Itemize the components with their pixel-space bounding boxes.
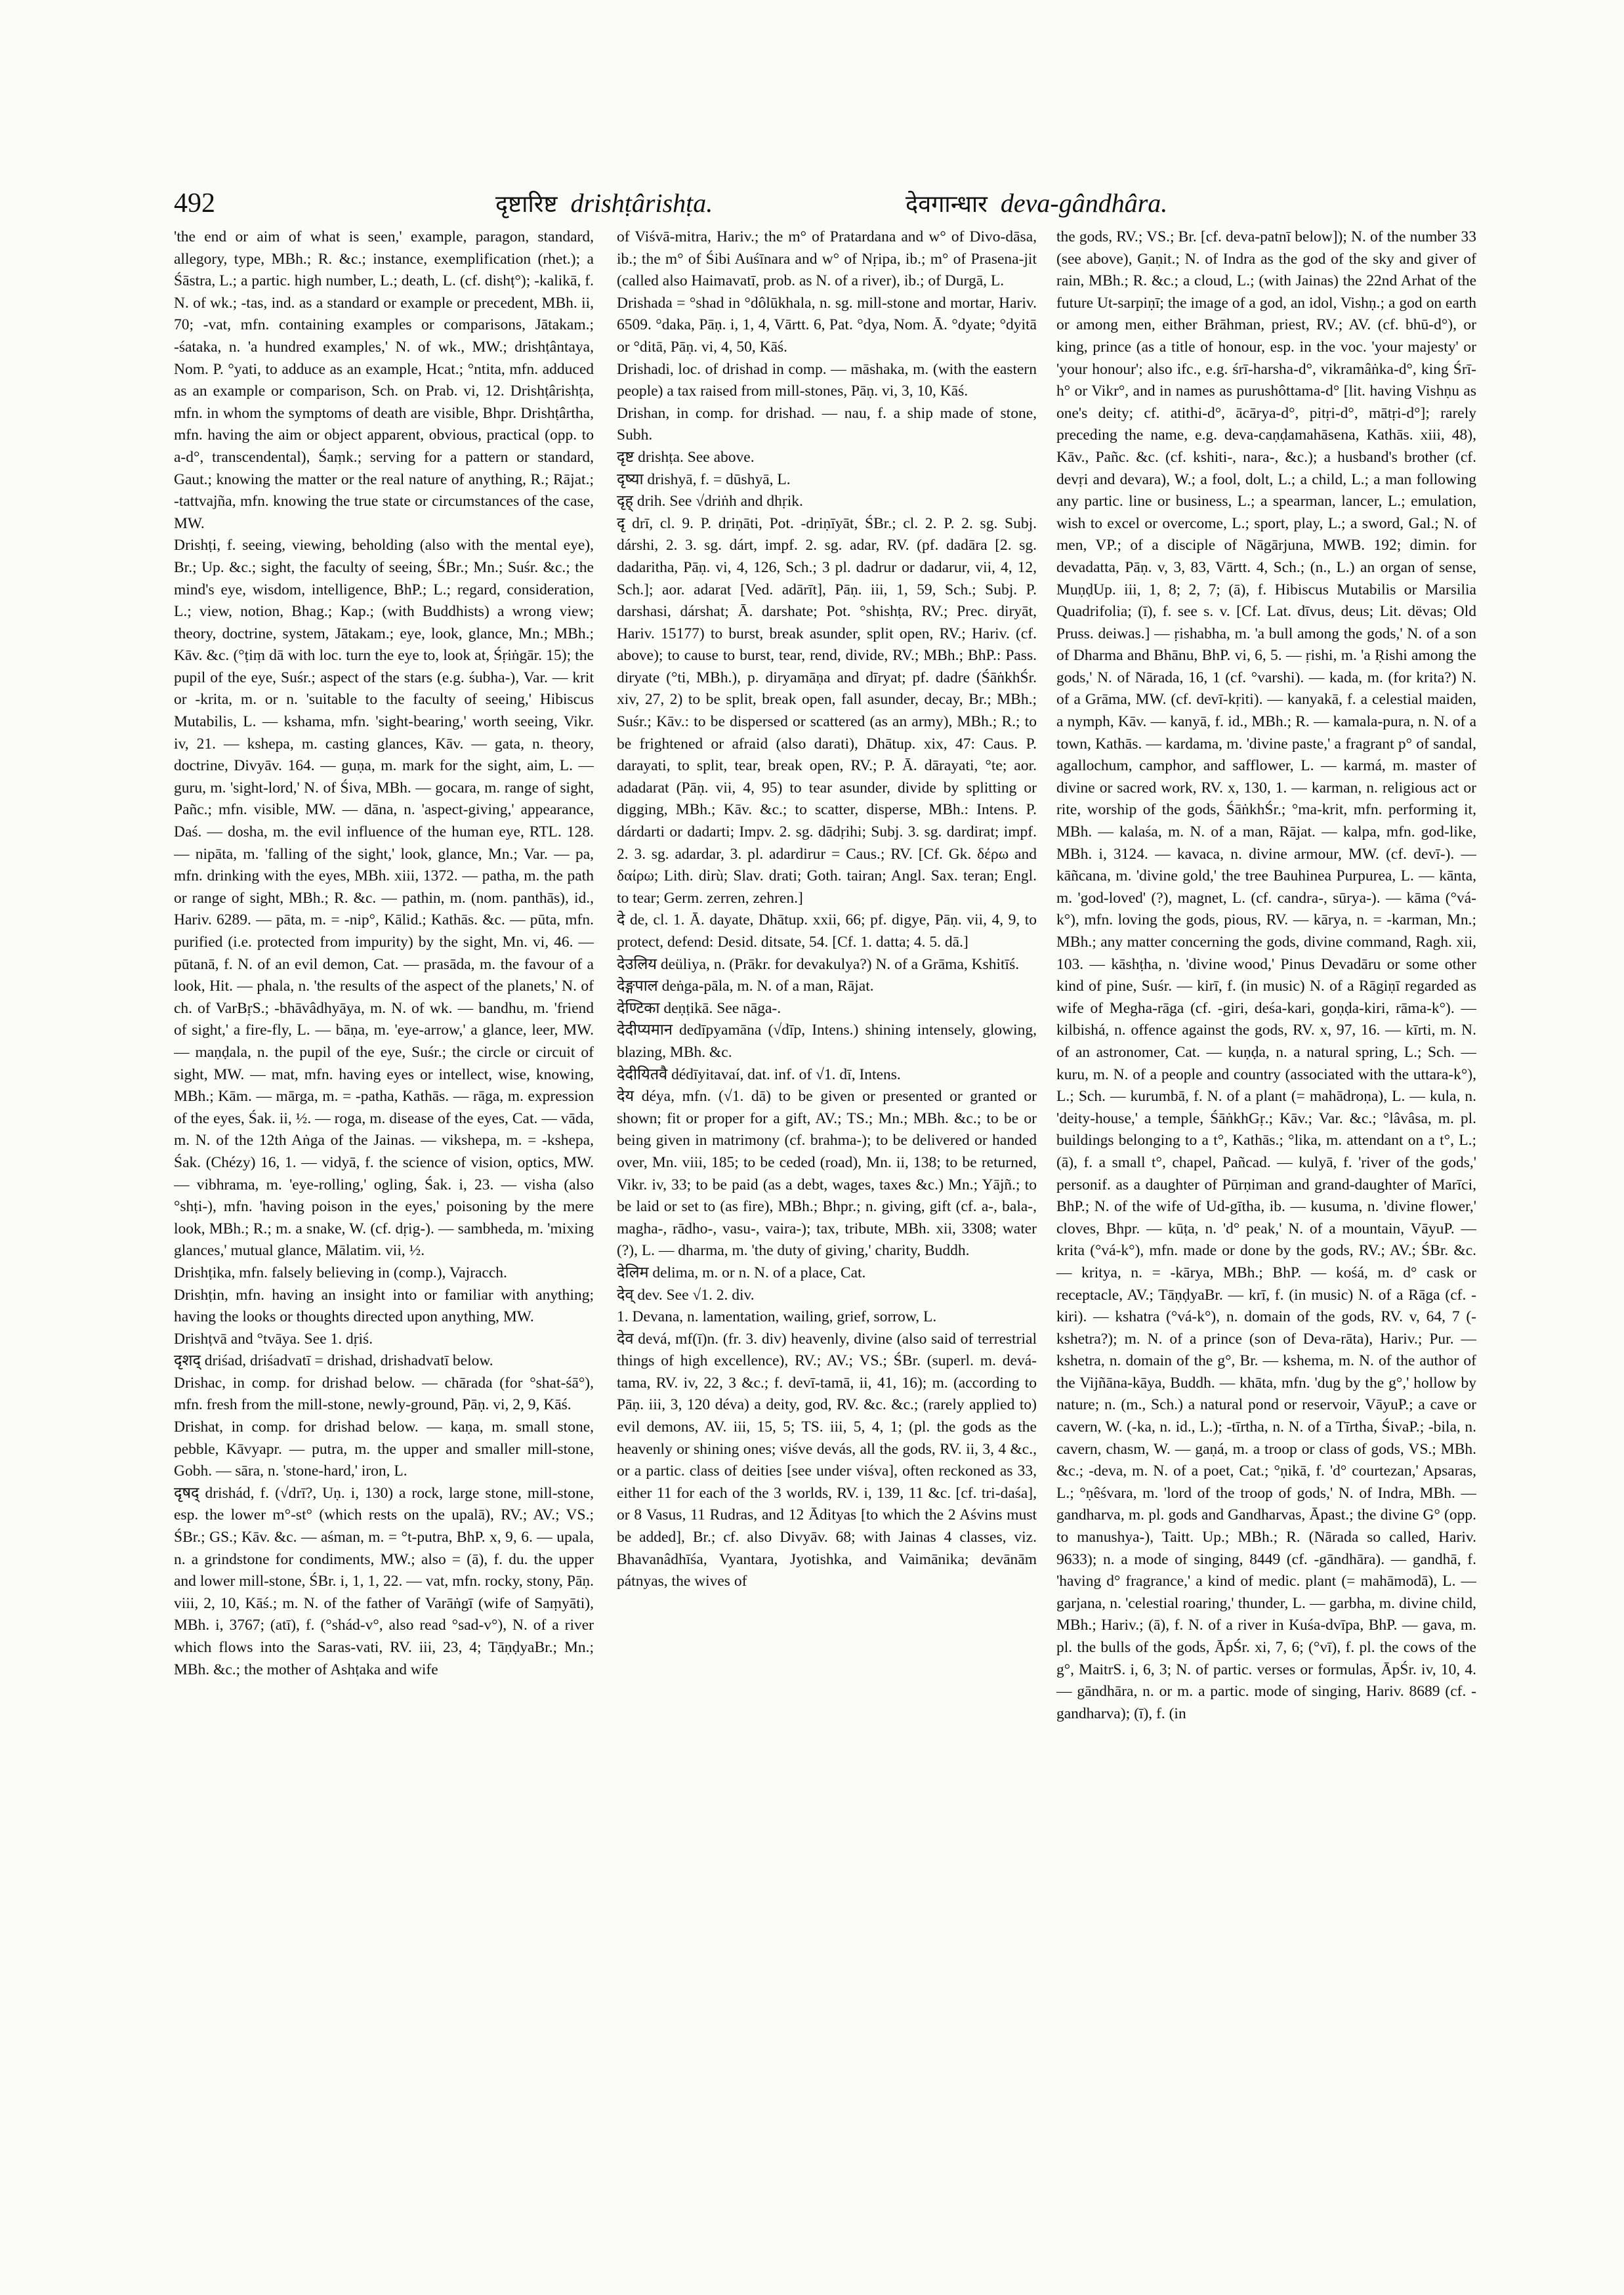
dictionary-entry: दृष्या drishyā, f. = dūshyā, L. [617,470,791,488]
column-3 [1056,226,1476,2260]
dictionary-entry: देलिम delima, m. or n. N. of a place, Cat. [617,1264,866,1281]
dictionary-entry: Drishan, in comp. for drishad. — nau, f. a ship made of stone, Subh. [617,404,1037,444]
dictionary-entry: Drishat, in comp. for drishad below. — kaṇa, m. small stone, pebble, Kāvyapr. — putra, m. the upper and smaller mill-stone, Gobh. — sāra, n. 'stone-hard,' iron, L. [174,1418,594,1480]
dictionary-entry: दृष्ट drishṭa. See above. [617,448,755,466]
dictionary-entry: देव devá, mf(ī)n. (fr. 3. div) heavenly, divine (also said of terrestrial things of high excellence), RV.; AV.; VS.; ŚBr. (superl. m. devá-tama, RV. iv, 22, 3 &c.; f. devī-tamā, ii, 41, 16); m. (according to Pāṇ. iii, 3, 120 déva) a deity, god, RV. &c. &c.; (rarely applied to) evil demons, AV. iii, 15, 5; TS. iii, 5, 4, 1; (pl. the gods as the heavenly or shining ones; viśve devás, all the gods, RV. ii, 3, 4 &c., or a partic. class of deities [see under viśva], often reckoned as 33, either 11 for each of the 3 worlds, RV. i, 139, 11 &c. [cf. tri-daśa], or 8 Vasus, 11 Rudras, and 12 Ādityas [to which the 2 Aśvins must be added], Br.; cf. also Divyāv. 68; with Jainas 4 classes, viz. Bhavanâdhīśa, Vyantara, Jyotishka, and Vaimānika; devānām pátnyas, the wives of [617,1330,1037,1590]
dictionary-entry: 1. Devana, n. lamentation, wailing, grief, sorrow, L. [617,1308,937,1326]
dictionary-entry: Drishac, in comp. for drishad below. — chārada (for °shat-śā°), mfn. fresh from the mill-stone, newly-ground, Pāṇ. vi, 2, 9, Kāś. [174,1374,594,1414]
column-1 [174,226,594,2260]
dictionary-entry: दृह् drih. See √driṅh and dhṛik. [617,493,803,510]
left-guide-word-roman: drishṭârishṭa. [570,188,713,218]
dictionary-entry: the gods, RV.; VS.; Br. [cf. deva-patnī below]); N. of the number 33 (see above), Gaṇit.; N. of Indra as the god of the sky and giver of rain, MBh.; R. &c.; a cloud, L.; (with Jainas) the 22nd Arhat of the future Ut-sarpiṇī; the image of a god, an idol, Vishṇ.; a god on earth or among men, either Brāhman, priest, RV.; AV. (cf. bhū-d°), or king, prince (as a title of honour, esp. in the voc. 'your majesty' or 'your honour'; also ifc., e.g. śrī-harsha-d°, vikramâṅka-d°, king Śrī-h° or Vikr°, and in names as purushôttama-d° [lit. having Vishṇu as one's deity; cf. atithi-d°, ācārya-d°, pitṛi-d°, mātṛi-d°]; rarely preceding the name, e.g. deva-caṇḍamahāsena, Kathās. xiii, 48), Kāv., Pañc. &c. (cf. kshiti-, nara-, &c.); a husband's brother (cf. devṛi and devara), W.; a fool, dolt, L.; a child, L.; a man following any partic. line or business, L.; a spearman, lancer, L.; emulation, wish to excel or overcome, L.; sport, play, L.; a sword, Gal.; N. of men, VP.; of a disciple of Nāgārjuna, MWB. 192; dimin. for devadatta, Pāṇ. v, 3, 83, Vārtt. 4, Sch.; (n., L.) an organ of sense, MuṇḍUp. iii, 1, 8; 2, 7; (ā), f. Hibiscus Mutabilis or Marsilia Quadrifolia; (ī), f. see s. v. [Cf. Lat. dīvus, deus; Lit. dëvas; Old Pruss. deiwas.] — ṛishabha, m. 'a bull among the gods,' N. of a son of Dharma and Bhānu, BhP. vi, 6, 5. — ṛishi, m. 'a Ṛishi among the gods,' N. of Nārada, 16, 1 (cf. °varshi). — kada, m. (for krita?) N. of a Grāma, MW. (cf. devī-kṛiti). — kanyakā, f. a celestial maiden, a nymph, Kāv. — kanyā, f. id., MBh.; R. — kamala-pura, n. N. of a town, Kathās. — kardama, m. 'divine paste,' a fragrant p° of sandal, agallochum, camphor, and safflower, L. — karmá, m. master of divine or sacred work, RV. x, 130, 1. — karman, n. religious act or rite, worship of the gods, ŚāṅkhŚr.; °ma-krit, mfn. performing it, MBh. — kalaśa, m. N. of a man, Rājat. — kalpa, mfn. god-like, MBh. i, 3124. — kavaca, n. divine armour, MW. (cf. devī-). — kāñcana, m. 'divine gold,' the tree Bauhinea Purpurea, L. — kānta, m. 'god-loved' (?), magnet, L. (cf. candra-, sūrya-). — kāma (°vá-k°), mfn. loving the gods, pious, RV. — kārya, n. = -karman, Mn.; MBh.; any matter concerning the gods, divine command, Ragh. xii, 103. — kāshṭha, n. 'divine wood,' Pinus Devadāru or some other kind of pine, Suśr. — kirī, f. (in music) N. of a Rāgiṇī regarded as wife of Megha-rāga (cf. -giri, deśa-kari, goṇḍa-kiri, rāma-k°). — kilbishá, n. offence against the gods, RV. x, 97, 16. — kīrti, m. N. of an astronomer, Cat. — kuṇḍa, n. a natural spring, L.; Sch. — kuru, m. N. of a people and country (associated with the uttara-k°), L.; Sch. — kurumbā, f. N. of a plant (= mahādroṇa), L. — kula, n. 'deity-house,' a temple, ŚāṅkhGṛ.; Kāv.; Var. &c.; °lâvâsa, m. pl. buildings belonging to a t°, Kathās.; °lika, m. attendant on a t°, L.; (ā), f. a small t°, chapel, Pañcad. — kulyā, f. 'river of the gods,' personif. as a daughter of Pūrṇiman and grand-daughter of Marīci, BhP.; N. of the wife of Ud-gītha, ib. — kusuma, n. 'divine flower,' cloves, Bhpr. — kūṭa, n. 'd° peak,' N. of a mountain, VāyuP. — krita (°vá-k°), mfn. made or done by the gods, RV.; AV.; ŚBr. &c. — kritya, n. = -kārya, MBh.; BhP. — kośá, m. d° cask or receptacle, AV.; TāṇḍyaBr. — krī, f. (in music) N. of a Rāga (cf. -kiri). — kshatra (°vá-k°), n. domain of the gods, RV. v, 64, 7 (-kshetra?); m. N. of a prince (son of Deva-rāta), Hariv.; Pur. — kshetra, n. domain of the g°, Br. — kshema, m. N. of the author of the Vijñāna-kāya, Buddh. — khāta, mfn. 'dug by the g°,' hollow by nature; n. (m., Sch.) a natural pond or reservoir, VāyuP.; a cave or cavern, W. (-ka, n. id., L.); -tīrtha, n. N. of a Tīrtha, ŚivaP.; -bila, n. cavern, chasm, W. — gaṇá, m. a troop or class of gods, VS.; MBh. &c.; -deva, m. N. of a poet, Cat.; °ṇikā, f. 'd° courtezan,' Apsaras, L.; °ṇêśvara, m. 'lord of the troop of gods,' N. of Indra, MBh. — gandharva, m. pl. gods and Gandharvas, Āpast.; the divine G° (opp. to manushya-), Taitt. Up.; MBh.; R. (Nārada so called, Hariv. 9633); n. a mode of singing, 8449 (cf. -gāndhāra). — gandhā, f. 'having d° fragrance,' a kind of medic. plant (= mahāmodā), L. — garjana, n. 'celestial roaring,' thunder, L. — garbha, m. divine child, MBh.; Hariv.; (ā), f. N. of a river in Kuśa-dvīpa, BhP. — gava, m. pl. the bulls of the gods, ĀpŚr. xi, 7, 6; (°vī), f. pl. the cows of the g°, MaitrS. i, 6, 3; N. of partic. verses or formulas, ĀpŚr. iv, 10, 4. — gāndhāra, n. or m. a partic. mode of singing, Hariv. 8689 (cf. -gandharva); (ī), f. (in [1056,228,1476,1722]
left-guide-word-devanagari: दृष्टारिष्ट [495,191,558,218]
running-header [174,184,1460,223]
dictionary-entry: देदीप्यमान dedīpyamāna (√dīp, Intens.) shining intensely, glowing, blazing, MBh. &c. [617,1022,1037,1061]
dictionary-entry: देय déya, mfn. (√1. dā) to be given or presented or granted or shown; fit or proper for a gift, AV.; TS.; Mn.; MBh. &c.; to be or being given in matrimony (cf. brahma-); to be delivered or handed over, Mn. viii, 185; to be ceded (road), Mn. ii, 138; to be returned, Vikr. iv, 33; to be paid (as a debt, wages, taxes &c.) Mn.; Yājñ.; to be laid or set to (as fire), MBh.; Bhpr.; n. giving, gift (cf. a-, bala-, magha-, rādho-, vasu-, vaira-); tax, tribute, MBh. xii, 3308; water (?), L. — dharma, m. 'the duty of giving,' charity, Buddh. [617,1088,1037,1260]
page-number: 492 [174,188,215,218]
dictionary-entry: 'the end or aim of what is seen,' example, paragon, standard, allegory, type, MBh.; R. &c.; instance, exemplification (rhet.); a Śāstra, L.; a partic. high number, L.; death, L. (cf. dishṭ°); -kalikā, f. N. of wk.; -tas, ind. as a standard or example or precedent, MBh. ii, 70; -vat, mfn. containing examples or comparisons, Jātakam.; -śataka, n. 'a hundred examples,' N. of wk., MW.; drishṭântaya, Nom. P. °yati, to adduce as an example, Hcat.; °ntita, mfn. adduced as an example or comparison, Sch. on Prab. vi, 12. Drishṭârishṭa, mfn. in whom the symptoms of death are visible, Bhpr. Drishṭârtha, mfn. having the aim or object apparent, obvious, practical (opp. to a-d°, transcendental), Śaṃk.; serving for a pattern or standard, Gaut.; knowing the matter or the real nature of anything, R.; Rājat.; -tattvajña, mfn. knowing the true state or circumstances of the case, MW. [174,228,594,532]
right-guide-word-devanagari: देवगान्धार [906,191,988,218]
dictionary-entry: Drishṭika, mfn. falsely believing in (comp.), Vajracch. [174,1264,507,1281]
dictionary-entry: देउलिय deüliya, n. (Prākr. for devakulya?) N. of a Grāma, Kshitīś. [617,955,1020,973]
left-guide-word [495,184,713,224]
dictionary-entry: दृशद् driśad, driśadvatī = drishad, drishadvatī below. [174,1352,493,1370]
dictionary-entry: Drishṭvā and °tvāya. See 1. dṛiś. [174,1330,373,1348]
dictionary-entry: देण्टिका deṇṭikā. See nāga-. [617,999,781,1017]
column-2 [617,226,1037,2260]
dictionary-entry: देदीयितवै dédīyitavaí, dat. inf. of √1. dī, Intens. [617,1065,901,1083]
right-guide-word-roman: deva-gândhâra. [1000,188,1168,218]
dictionary-entry: Drishṭi, f. seeing, viewing, beholding (also with the mental eye), Br.; Up. &c.; sight, the faculty of seeing, ŚBr.; Mn.; Suśr. &c.; the mind's eye, wisdom, intelligence, BhP.; L.; regard, consideration, L.; view, notion, Bhag.; Kap.; (with Buddhists) a wrong view; theory, doctrine, system, Jātakam.; eye, look, glance, Mn.; MBh.; Kāv. &c. (°ṭiṃ dā with loc. turn the eye to, look at, Śṛiṅgār. 15); the pupil of the eye, Suśr.; aspect of the stars (e.g. śubha-), Var. — krit or -krita, m. or n. 'suitable to the faculty of seeing,' Hibiscus Mutabilis, L. — kshama, mfn. 'sight-bearing,' worth seeing, Vikr. iv, 21. — kshepa, m. casting glances, Kāv. — gata, n. theory, doctrine, Divyāv. 164. — guṇa, m. mark for the sight, aim, L. — guru, m. 'sight-lord,' N. of Śiva, MBh. — gocara, m. range of sight, Pañc.; mfn. visible, MW. — dāna, n. 'aspect-giving,' appearance, Daś. — dosha, m. the evil influence of the human eye, RTL. 128. — nipāta, m. 'falling of the sight,' look, glance, Mn.; Var. — pa, mfn. drinking with the eyes, MBh. xiii, 1372. — patha, m. the path or range of sight, MBh.; R. &c. — pathin, m. (nom. panthās), id., Hariv. 6289. — pāta, m. = -nip°, Kālid.; Kathās. &c. — pūta, mfn. purified (i.e. protected from impurity) by the sight, Mn. vi, 46. — pūtanā, f. N. of an evil demon, Cat. — prasāda, m. the favour of a look, Hit. — phala, n. 'the results of the aspect of the planets,' N. of ch. of VarBṛS.; -bhāvâdhyāya, m. N. of wk. — bandhu, m. 'friend of sight,' a fire-fly, L. — bāṇa, m. 'eye-arrow,' a glance, leer, MW. — maṇḍala, n. the pupil of the eye, Suśr.; the circle or circuit of sight, MW. — mat, mfn. having eyes or intellect, wise, knowing, MBh.; Kām. — mārga, m. = -patha, Kathās. — rāga, m. expression of the eyes, Śak. ii, ½. — roga, m. disease of the eyes, Cat. — vāda, m. N. of the 12th Aṅga of the Jainas. — vikshepa, m. = -kshepa, Śak. (Chézy) 16, 1. — vidyā, f. the science of vision, optics, MW. — vibhrama, m. 'eye-rolling,' ogling, Śak. i, 23. — visha (also °shṭi-), mfn. 'having poison in the eyes,' poisoning by the mere look, MBh.; R.; m. a snake, W. (cf. dṛig-). — sambheda, m. 'mixing glances,' mutual glance, Mālatim. vii, ½. [174,537,594,1260]
dictionary-entry: Drishada = °shad in °dôlūkhala, n. sg. mill-stone and mortar, Hariv. 6509. °daka, Pāṇ. i, 1, 4, Vārtt. 6, Pat. °dya, Nom. Ā. °dyate; °dyitā or °ditā, Pāṇ. vi, 4, 50, Kāś. [617,294,1037,356]
dictionary-entry: दृषद् drishád, f. (√drī?, Uṇ. i, 130) a rock, large stone, mill-stone, esp. the lower m°-st° (which rests on the upalā), RV.; AV.; VS.; ŚBr.; GS.; Kāv. &c. — aśman, m. = °t-putra, BhP. x, 9, 6. — upala, n. a grindstone for condiments, MW.; also = (ā), f. du. the upper and lower mill-stone, ŚBr. i, 1, 1, 22. — vat, mfn. rocky, stony, Pāṇ. viii, 2, 10, Kāś.; m. N. of the father of Varāṅgī (wife of Saṃyāti), MBh. i, 3767; (atī), f. (°shád-v°, also read °sad-v°), N. of a river which flows into the Saras-vati, RV. iii, 23, 4; TāṇḍyaBr.; Mn.; MBh. &c.; the mother of Ashṭaka and wife [174,1484,594,1678]
dictionary-entry: of Viśvā-mitra, Hariv.; the m° of Pratardana and w° of Divo-dāsa, ib.; the m° of Śibi Auśīnara and w° of Nṛipa, ib.; m° of Prasena-jit (called also Haimavatī, prob. as N. of a river), ib.; of Durgā, L. [617,228,1037,290]
dictionary-entry: दे de, cl. 1. Ā. dayate, Dhātup. xxii, 66; pf. digye, Pāṇ. vii, 4, 9, to protect, defend: Desid. ditsate, 54. [Cf. 1. datta; 4. 5. dā.] [617,911,1037,951]
dictionary-entry: Drishṭin, mfn. having an insight into or familiar with anything; having the looks or thoughts directed upon anything, MW. [174,1286,594,1326]
dictionary-entry: देङ्गपाल deṅga-pāla, m. N. of a man, Rājat. [617,978,874,995]
right-guide-word [906,184,1167,224]
dictionary-entry: Drishadi, loc. of drishad in comp. — māshaka, m. (with the eastern people) a tax raised from mill-stones, Pāṇ. vi, 3, 10, Kāś. [617,360,1037,400]
dictionary-entry: दृ drī, cl. 9. P. driṇāti, Pot. -driṇīyāt, ŚBr.; cl. 2. P. 2. sg. Subj. dárshi, 2. 3. sg. dárt, impf. 2. sg. adar, RV. (pf. dadāra [2. sg. dadaritha, Pāṇ. vi, 4, 126, Sch.; 3 pl. dadrur or dadarur, vii, 4, 12, Sch.]; aor. adarat [Ved. adārīt], Pāṇ. iii, 1, 59, Sch.; Subj. P. darshasi, dárshat; Ā. darshate; Pot. °shishṭa, RV.; Prec. diryāt, Hariv. 15177) to burst, break asunder, split open, RV.; Hariv. (cf. above); to cause to burst, tear, rend, divide, RV.; MBh.; BhP.: Pass. diryate (°ti, MBh.), p. diryamāṇa and dīryat; pf. dadre (ŚāṅkhŚr. xiv, 27, 2) to be split, break open, fall asunder, decay, Br.; MBh.; Suśr.; Kāv.: to be dispersed or scattered (as an army), MBh.; R.; to be frightened or afraid (also darati), Dhātup. xix, 47: Caus. P. darayati, to split, tear, break open, RV.; P. Ā. dārayati, °te; aor. adadarat (Pāṇ. vii, 4, 95) to tear asunder, divide by splitting or digging, MBh.; Kāv. &c.; to scatter, disperse, MBh.: Intens. P. dárdarti or dadarti; Impv. 2. sg. dādṛihi; Subj. 3. sg. dardirat; impf. 2. 3. sg. adardar, 3. pl. adardirur = Caus.; RV. [Cf. Gk. δέρω and δαίρω; Lith. dirù; Slav. drati; Goth. tairan; Angl. Sax. teran; Engl. to tear; Germ. zerren, zehren.] [617,514,1037,907]
dictionary-entry: देव् dev. See √1. 2. div. [617,1286,755,1304]
